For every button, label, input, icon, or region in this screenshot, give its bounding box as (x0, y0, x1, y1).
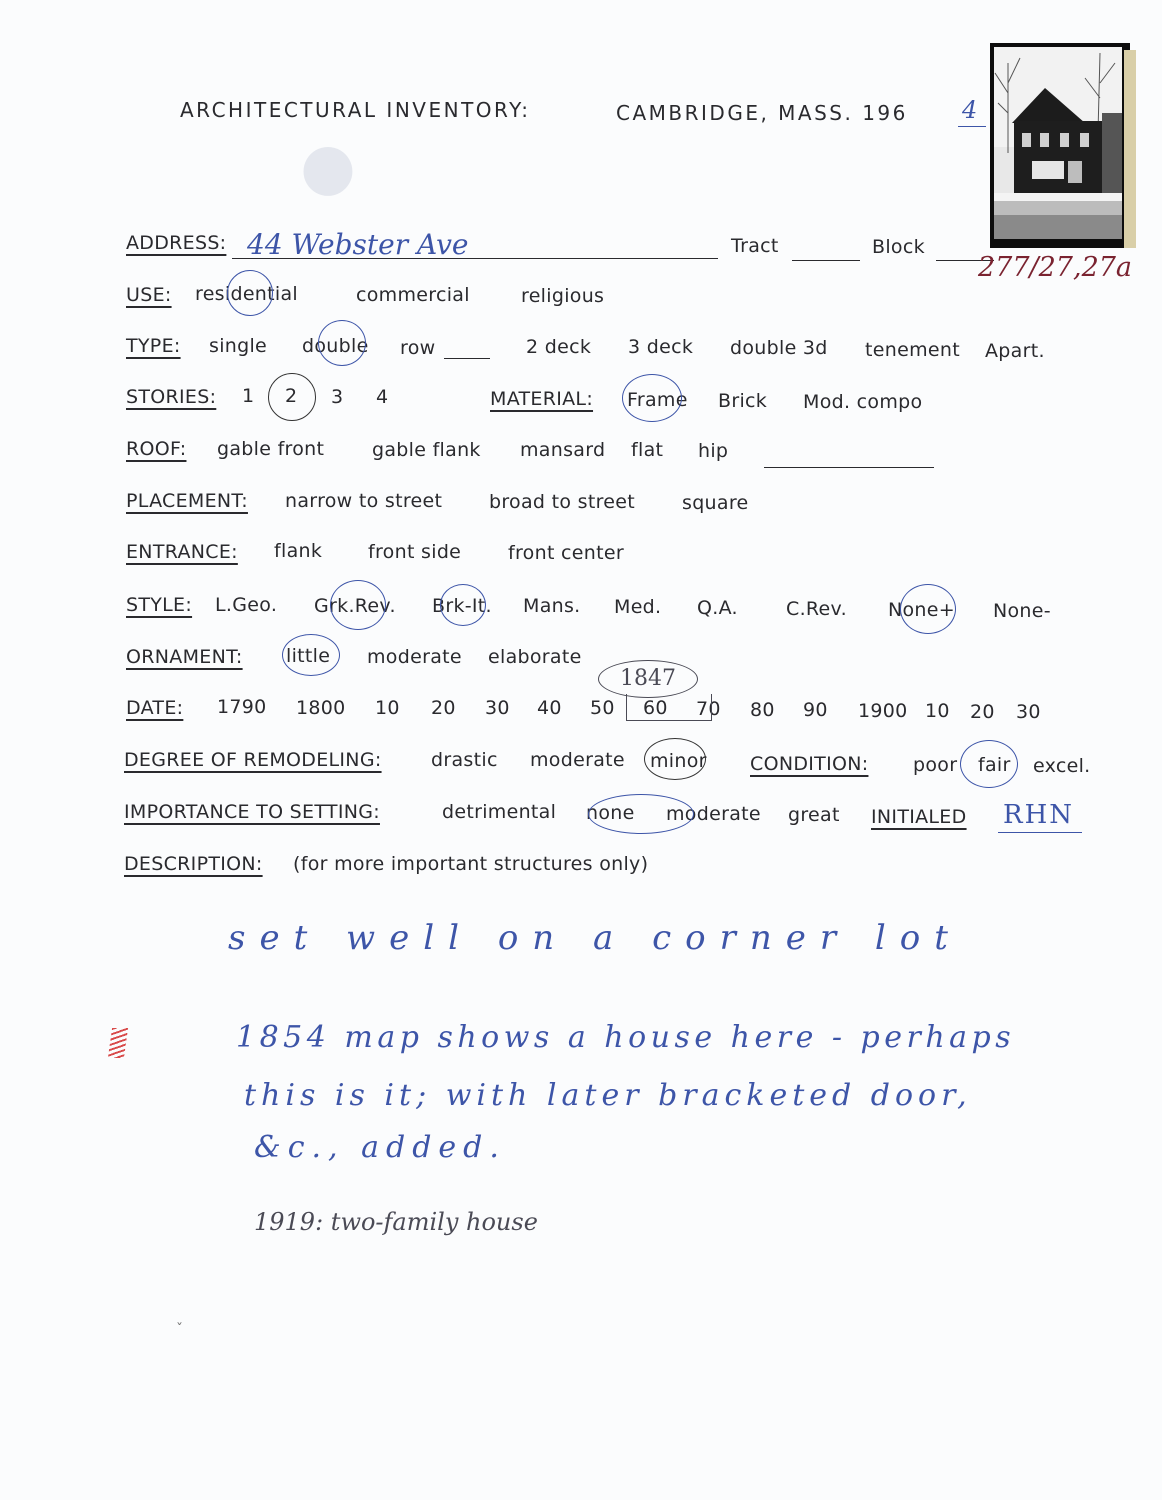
stories-label: STORIES: (126, 386, 217, 408)
date-option: 90 (803, 699, 828, 721)
type-option: row (400, 337, 436, 359)
house-photo-image (990, 43, 1130, 248)
condition-label: CONDITION: (750, 753, 869, 775)
roof-option: gable flank (372, 439, 481, 461)
style-label: STYLE: (126, 594, 193, 616)
selection-circle (282, 634, 340, 676)
importance-option: none (586, 802, 635, 824)
ornament-label: ORNAMENT: (126, 646, 243, 668)
selection-circle (960, 740, 1018, 788)
house-photo (990, 43, 1130, 248)
stories-option: 2 (285, 385, 298, 407)
style-option: None- (993, 600, 1051, 622)
roof-option: flat (631, 439, 664, 461)
date-option: 20 (970, 701, 995, 723)
material-option: Frame (627, 389, 688, 411)
style-option: Med. (614, 596, 662, 618)
date-annotation: 1847 (620, 666, 676, 691)
address-value: 44 Webster Ave (247, 228, 469, 261)
date-option: 30 (1016, 701, 1041, 723)
date-label: DATE: (126, 697, 184, 719)
importance-label: IMPORTANCE TO SETTING: (124, 801, 380, 823)
placement-label: PLACEMENT: (126, 490, 248, 512)
description-line: 1854 map shows a house here - perhaps (236, 1020, 1016, 1055)
year-underline (958, 126, 986, 127)
description-label: DESCRIPTION: (124, 853, 263, 875)
entrance-option: front center (508, 542, 624, 564)
condition-option: fair (978, 754, 1011, 776)
stray-mark: ˇ (176, 1322, 184, 1338)
selection-circle (588, 794, 694, 834)
form-city: CAMBRIDGE, MASS. 196 (616, 101, 908, 125)
entrance-option: flank (274, 540, 323, 562)
selection-circle (227, 270, 273, 316)
show-through-text: ● (300, 130, 356, 204)
initialed-value: RHN (1003, 800, 1074, 830)
style-option: C.Rev. (786, 598, 847, 620)
date-option: 50 (590, 697, 615, 719)
entrance-option: front side (368, 541, 462, 563)
description-line: this is it; with later bracketed door, (244, 1078, 972, 1113)
selection-circle (268, 373, 316, 421)
stories-option: 1 (242, 385, 255, 407)
importance-option: great (788, 804, 840, 826)
importance-option: moderate (666, 803, 761, 825)
style-option: Brk-It. (432, 595, 492, 617)
date-option: 30 (485, 697, 510, 719)
photo-tape (1124, 50, 1136, 248)
date-option: 80 (750, 699, 775, 721)
placement-option: square (682, 492, 749, 514)
ornament-option: moderate (367, 646, 462, 668)
type-option: Apart. (985, 340, 1045, 362)
block-value: 277/27,27a (978, 252, 1133, 283)
form-title: ARCHITECTURAL INVENTORY: (180, 98, 531, 122)
type-option: 3 deck (628, 336, 694, 358)
material-label: MATERIAL: (490, 388, 594, 410)
description-line: &c., added. (254, 1130, 506, 1165)
type-option: 2 deck (526, 336, 592, 358)
date-range-bracket (626, 694, 712, 721)
description-line: set well on a corner lot (228, 918, 962, 958)
roof-option: gable front (217, 438, 325, 460)
stories-option: 4 (376, 386, 389, 408)
style-option: Q.A. (697, 597, 738, 619)
remodeling-option: moderate (530, 749, 625, 771)
selection-circle (644, 738, 706, 780)
initialed-label: INITIALED (871, 806, 967, 828)
selection-circle (440, 584, 486, 626)
type-option: double 3d (730, 337, 828, 359)
remodeling-option: minor (650, 750, 707, 772)
address-line (232, 258, 718, 259)
use-option: residential (195, 283, 299, 305)
stories-option: 3 (331, 386, 344, 408)
ornament-option: little (286, 645, 331, 667)
description-note: (for more important structures only) (293, 853, 649, 875)
date-annotation-circle (598, 660, 698, 698)
condition-option: poor (913, 754, 958, 776)
selection-circle (622, 374, 682, 422)
selection-circle (330, 580, 386, 630)
type-option: single (209, 335, 268, 357)
roof-label: ROOF: (126, 438, 187, 460)
date-option: 1790 (217, 696, 267, 718)
year-suffix: 4 (962, 96, 978, 124)
material-option: Brick (718, 390, 768, 412)
date-option: 60 (643, 697, 668, 719)
date-option: 10 (925, 700, 950, 722)
selection-circle (900, 584, 956, 634)
roof-option: hip (698, 440, 729, 462)
style-option: Mans. (523, 595, 581, 617)
date-option: 1800 (296, 697, 346, 719)
importance-option: detrimental (442, 801, 557, 823)
red-pencil-mark (108, 1028, 128, 1058)
initialed-underline (998, 832, 1082, 833)
style-option: L.Geo. (215, 594, 278, 616)
style-option: Grk.Rev. (314, 595, 396, 617)
address-label: ADDRESS: (126, 232, 227, 254)
placement-option: narrow to street (285, 490, 443, 512)
roof-option: mansard (520, 439, 606, 461)
style-option: None+ (888, 599, 955, 621)
entrance-label: ENTRANCE: (126, 541, 238, 563)
material-option: Mod. compo (803, 391, 923, 413)
type-option: tenement (865, 339, 960, 361)
date-option: 10 (375, 697, 400, 719)
selection-circle (318, 320, 366, 366)
ornament-option: elaborate (488, 646, 582, 668)
remodeling-label: DEGREE OF REMODELING: (124, 749, 382, 771)
roof-other-line (764, 467, 934, 468)
date-option: 70 (696, 698, 721, 720)
block-label: Block (872, 236, 925, 258)
tract-label: Tract (731, 235, 779, 257)
date-option: 20 (431, 697, 456, 719)
date-option: 40 (537, 697, 562, 719)
type-row-line (444, 358, 490, 359)
type-option: double (302, 335, 369, 357)
date-option: 1900 (858, 700, 908, 722)
condition-option: excel. (1033, 755, 1091, 777)
use-label: USE: (126, 284, 172, 306)
pencil-note: 1919: two-family house (254, 1208, 538, 1236)
use-option: commercial (356, 284, 470, 306)
placement-option: broad to street (489, 491, 636, 513)
tract-line (792, 260, 860, 261)
remodeling-option: drastic (431, 749, 498, 771)
use-option: religious (521, 285, 605, 307)
type-label: TYPE: (126, 335, 181, 357)
